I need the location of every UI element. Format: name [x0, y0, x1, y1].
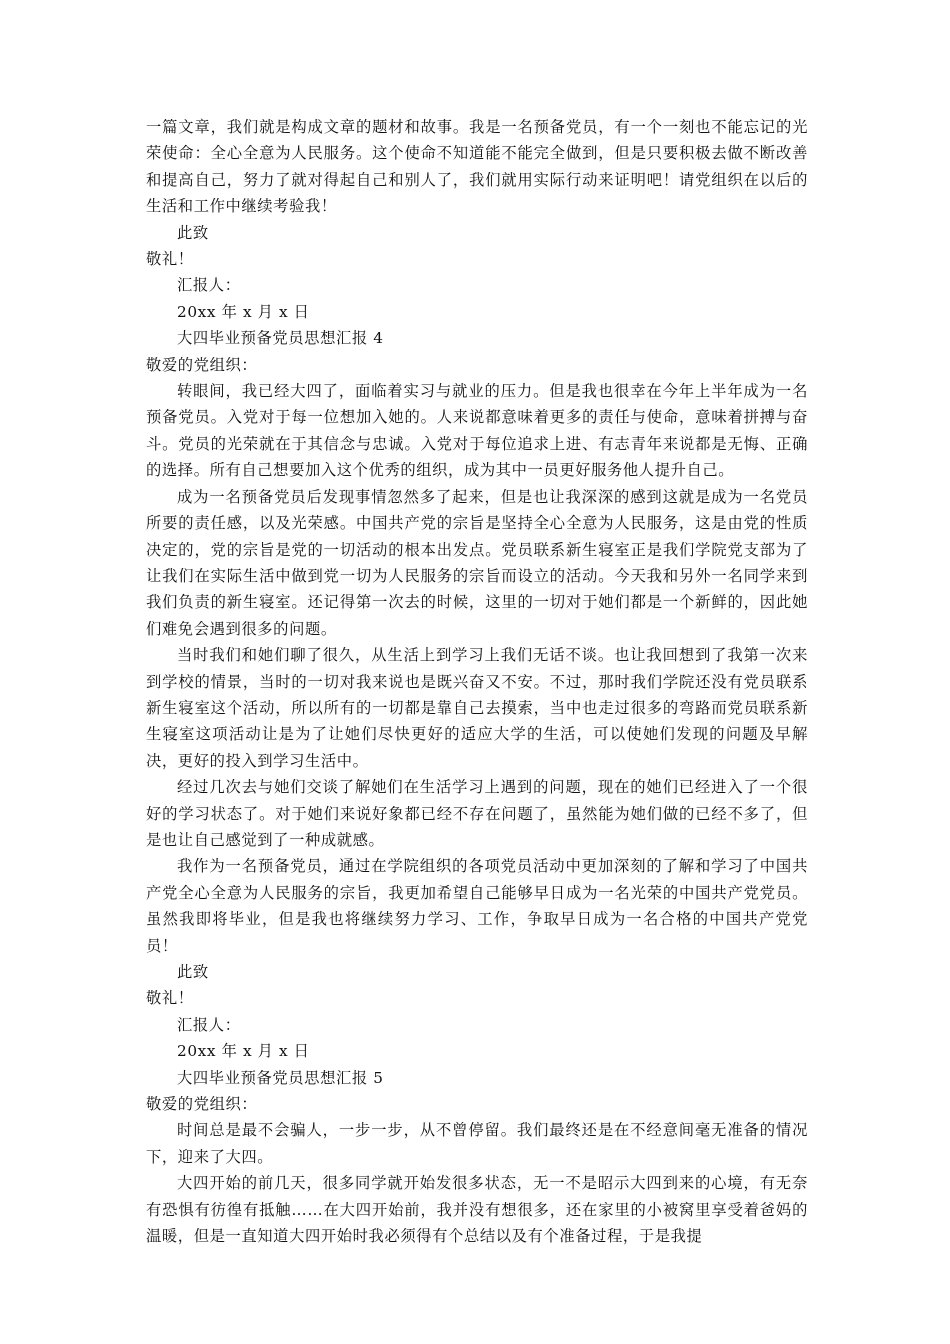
date-line: 20xx 年 x 月 x 日: [177, 302, 310, 321]
section-title: 大四毕业预备党员思想汇报 4: [177, 329, 384, 348]
body-paragraph: 成为一名预备党员后发现事情忽然多了起来，但是也让我深深的感到这就是成为一名党员所要的责任感，以及光荣感。中国共产党的宗旨是坚持全心全意为人民服务，这是由党的性质决定的，党的宗旨是党的一切活动的根本出发点。党员联系新生寝室正是我们学院党支部为了让我们在实际生活中做到党一切为人民服务的宗旨而设立的活动。今天我和另外一名同学来到我们负责的新生寝室。还记得第一次去的时候，这里的一切对于她们都是一个新鲜的，因此她们难免会遇到很多的问题。: [146, 487, 808, 638]
salutation: 敬爱的党组织：: [146, 355, 258, 374]
document-page: [146, 114, 808, 1249]
body-paragraph: 我作为一名预备党员，通过在学院组织的各项党员活动中更加深刻的了解和学习了中国共产党全心全意为人民服务的宗旨，我更加希望自己能够早日成为一名光荣的中国共产党党员。虽然我即将毕业，但是我也将继续努力学习、工作，争取早日成为一名合格的中国共产党党员！: [146, 857, 808, 955]
date-line: 20xx 年 x 月 x 日: [177, 1042, 310, 1061]
section-title: 大四毕业预备党员思想汇报 5: [177, 1068, 384, 1087]
closing-salute: 敬礼！: [146, 989, 194, 1008]
reporter-line: 汇报人：: [177, 276, 241, 295]
body-paragraph: 大四开始的前几天，很多同学就开始发很多状态，无一不是昭示大四到来的心境，有无奈有恐惧有彷徨有抵触……在大四开始前，我并没有想很多，还在家里的小被窝里享受着爸妈的温暖，但是一直知道大四开始时我必须得有个总结以及有个准备过程，于是我提: [146, 1174, 808, 1246]
body-paragraph: 经过几次去与她们交谈了解她们在生活学习上遇到的问题，现在的她们已经进入了一个很好的学习状态了。对于她们来说好象都已经不存在问题了，虽然能为她们做的已经不多了，但是也让自己感觉到了一种成就感。: [146, 778, 808, 849]
closing-line: 此致: [177, 223, 209, 242]
body-paragraph: 一篇文章，我们就是构成文章的题材和故事。我是一名预备党员，有一个一刻也不能忘记的光荣使命：全心全意为人民服务。这个使命不知道能不能完全做到，但是只要积极去做不断改善和提高自己，努力了就对得起自己和别人了，我们就用实际行动来证明吧！请党组织在以后的生活和工作中继续考验我！: [146, 118, 808, 216]
closing-salute: 敬礼！: [146, 250, 194, 269]
salutation: 敬爱的党组织：: [146, 1095, 258, 1114]
closing-line: 此致: [177, 963, 209, 981]
body-paragraph: 当时我们和她们聊了很久，从生活上到学习上我们无话不谈。也让我回想到了我第一次来到学校的情景，当时的一切对我来说也是既兴奋又不安。不过，那时我们学院还没有党员联系新生寝室这个活动，所以所有的一切都是靠自己去摸索，当中也走过很多的弯路而党员联系新生寝室这项活动让是为了让她们尽快更好的适应大学的生活，可以使她们发现的问题及早解决，更好的投入到学习生活中。: [146, 646, 808, 770]
body-paragraph: 时间总是最不会骗人，一步一步，从不曾停留。我们最终还是在不经意间毫无准备的情况下，迎来了大四。: [146, 1121, 808, 1166]
body-paragraph: 转眼间，我已经大四了，面临着实习与就业的压力。但是我也很幸在今年上半年成为一名预备党员。入党对于每一位想加入她的。人来说都意味着更多的责任与使命，意味着拼搏与奋斗。党员的光荣就在于其信念与忠诚。入党对于每位追求上进、有志青年来说都是无悔、正确的选择。所有自己想要加入这个优秀的组织，成为其中一员更好服务他人提升自己。: [146, 382, 808, 480]
reporter-line: 汇报人：: [177, 1015, 241, 1034]
